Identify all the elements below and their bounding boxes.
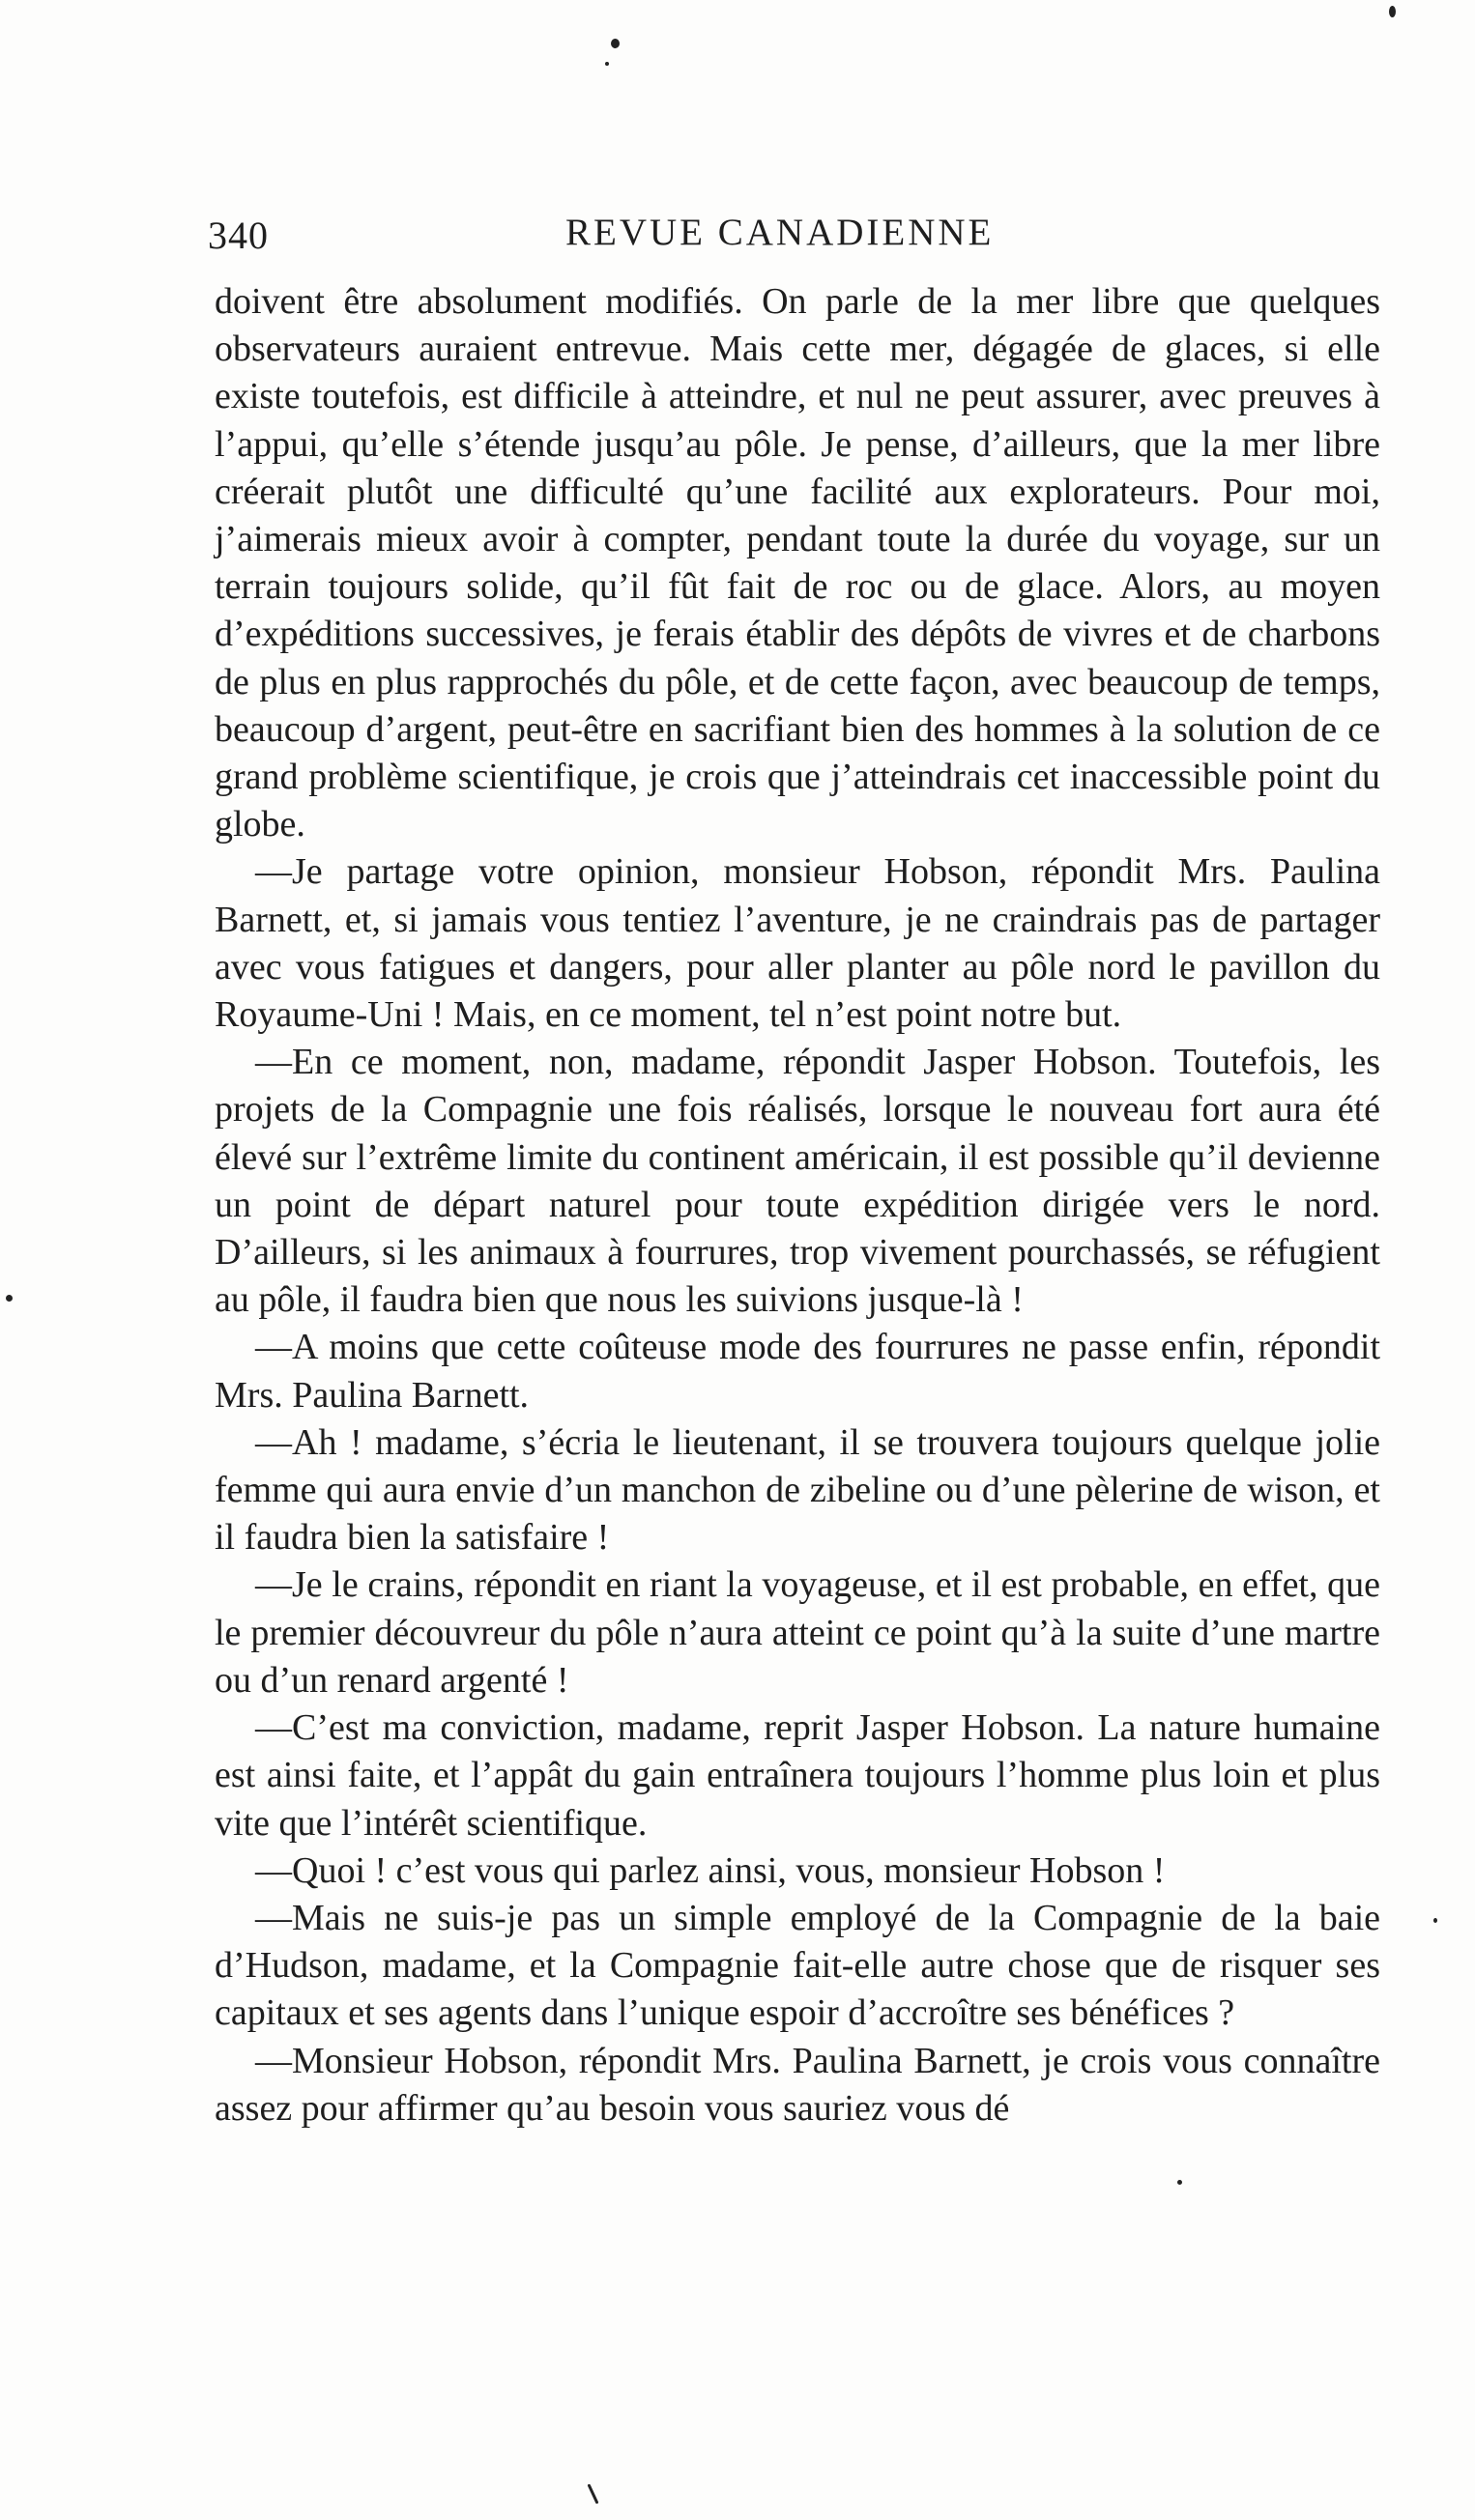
- running-title: REVUE CANADIENNE: [565, 212, 995, 253]
- paragraph-dialogue: —Ah ! madame, s’écria le lieutenant, il se trouvera toujours quelque jolie femme qui aura envie d’un manchon de zibeline ou d’une pèlerine de wison, et il faudra bien la satisfaire !: [215, 1421, 1380, 1559]
- paragraph-dialogue: —Quoi ! c’est vous qui parlez ainsi, vous, monsieur Hobson !: [255, 1849, 1166, 1891]
- paragraph-dialogue: —Je partage votre opinion, monsieur Hobson, répondit Mrs. Paulina Barnett, et, si jamais vous tentiez l’aventure, je ne craindrais pas de partager avec vous fatigues et dangers, pour aller planter au pôle nord le pavillon du Royaume-Uni ! Mais, en ce moment, tel n’est point notre but.: [215, 851, 1380, 1036]
- ink-speck: [1177, 2180, 1182, 2185]
- page-number: 340: [208, 214, 269, 257]
- ink-speck: [605, 62, 609, 66]
- ink-speck: [1389, 6, 1396, 17]
- paragraph-dialogue: —Mais ne suis-je pas un simple employé de la Compagnie de la baie d’Hudson, madame, et la Compagnie fait-elle autre chose que de risquer ses capitaux et ses agents dans l’unique espoir d’accroître ses bénéfices ?: [215, 1897, 1380, 2034]
- paragraph-dialogue: —Je le crains, répondit en riant la voyageuse, et il est probable, en effet, que le premier découvreur du pôle n’aura atteint ce point qu’à la suite d’une martre ou d’un renard argenté !: [215, 1564, 1380, 1701]
- paragraph-dialogue: —A moins que cette coûteuse mode des fourrures ne passe enfin, répondit Mrs. Paulina Barnett.: [215, 1327, 1380, 1416]
- paragraph-dialogue: —C’est ma conviction, madame, reprit Jasper Hobson. La nature humaine est ainsi faite, et l’appât du gain entraînera toujours l’homme plus loin et plus vite que l’intérêt scientifique.: [215, 1707, 1380, 1844]
- body-text: [215, 278, 1380, 2133]
- paragraph-dialogue: —Monsieur Hobson, répondit Mrs. Paulina Barnett, je crois vous connaître assez pour affirmer qu’au besoin vous sauriez vous dé: [215, 2040, 1380, 2129]
- ink-speck: [6, 1295, 13, 1302]
- ink-speck: [1433, 1918, 1437, 1923]
- paragraph-continuation: doivent être absolument modifiés. On parle de la mer libre que quelques observateurs auraient entrevue. Mais cette mer, dégagée de glaces, si elle existe toutefois, est difficile à atteindre, et nul ne peut assurer, avec preuves à l’appui, qu’elle s’étende jusqu’au pôle. Je pense, d’ailleurs, que la mer libre créerait plutôt une difficulté qu’une facilité aux explorateurs. Pour moi, j’aimerais mieux avoir à compter, pendant toute la durée du voyage, sur un terrain toujours solide, qu’il fût fait de roc ou de glace. Alors, au moyen d’expéditions successives, je ferais établir des dépôts de vivres et de charbons de plus en plus rapprochés du pôle, et de cette façon, avec beaucoup de temps, beaucoup d’argent, peut-être en sacrifiant bien des hommes à la solution de ce grand problème scientifique, je crois que j’atteindrais cet inaccessible point du globe.: [215, 281, 1380, 845]
- ink-speck: [587, 2483, 598, 2504]
- page-header: [0, 203, 1475, 261]
- ink-speck: [611, 39, 620, 48]
- paragraph-dialogue: —En ce moment, non, madame, répondit Jasper Hobson. Toutefois, les projets de la Compagnie une fois réalisés, lorsque le nouveau fort aura été élevé sur l’extrême limite du continent américain, il est possible qu’il devienne un point de départ naturel pour toute expédition dirigée vers le nord. D’ailleurs, si les animaux à fourrures, trop vivement pourchassés, se réfugient au pôle, il faudra bien que nous les suivions jusque-là !: [215, 1042, 1380, 1321]
